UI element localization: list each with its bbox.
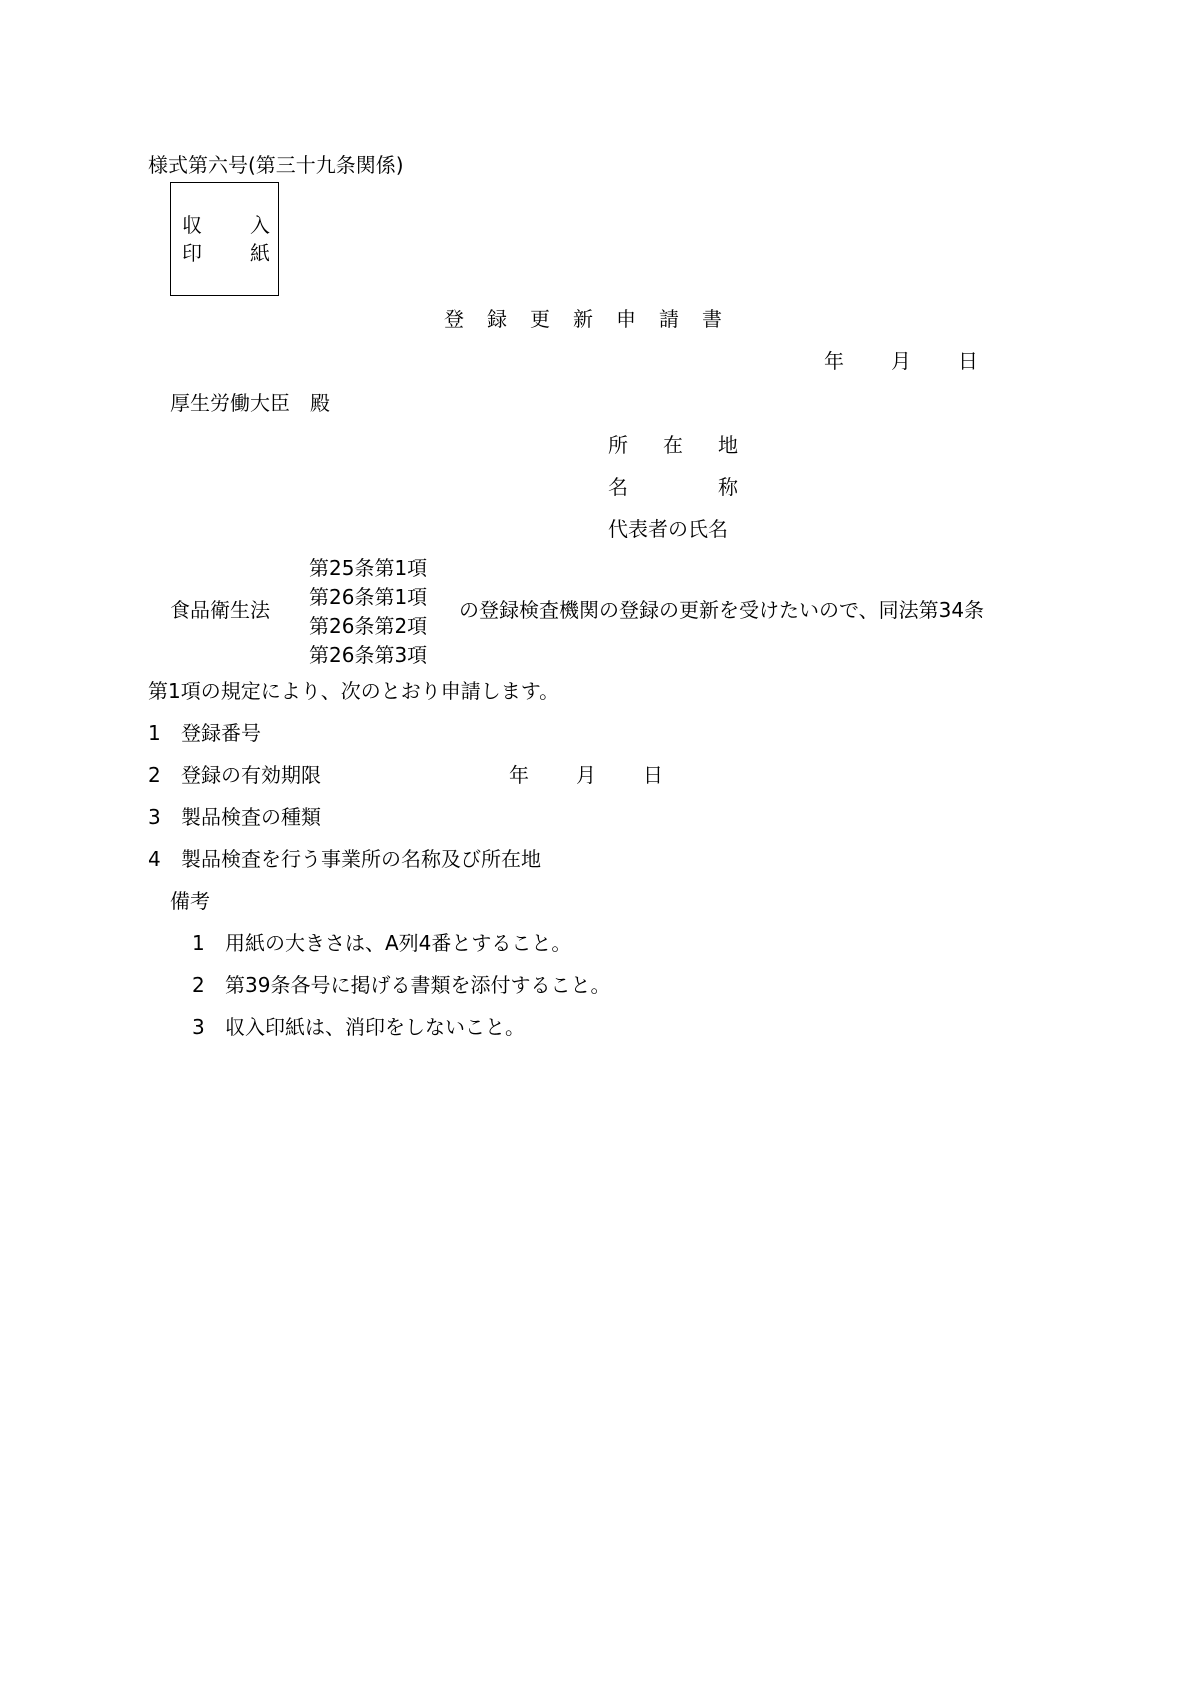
title-char: 録 — [487, 307, 507, 331]
address-char: 在 — [663, 433, 683, 457]
note-attachments: 第39条各号に掲げる書類を添付すること。 — [225, 973, 611, 997]
article-item: 第26条第1項 — [309, 585, 428, 609]
title-char: 登 — [444, 307, 464, 331]
applicant-address-label — [608, 435, 738, 455]
law-name: 食品衛生法 — [170, 598, 270, 622]
addressee: 厚生労働大臣 殿 — [170, 391, 330, 415]
expiry-year: 年 — [509, 763, 529, 787]
date-month: 月 — [891, 349, 911, 373]
address-char: 地 — [718, 433, 738, 457]
article-item: 第26条第3項 — [309, 643, 428, 667]
remarks-heading: 備考 — [170, 889, 210, 913]
title-char: 新 — [573, 307, 593, 331]
item-number: 4 — [148, 847, 161, 871]
revenue-stamp-box — [170, 182, 279, 296]
title-char: 更 — [530, 307, 550, 331]
item-expiry-date: 登録の有効期限 — [181, 763, 321, 787]
stamp-char: 入 — [250, 213, 270, 237]
stamp-char: 紙 — [250, 241, 270, 265]
form-label: 様式第六号(第三十九条関係) — [148, 153, 404, 177]
date-year: 年 — [824, 349, 844, 373]
item-number: 3 — [148, 805, 161, 829]
article-list — [309, 554, 427, 670]
note-number: 2 — [192, 973, 205, 997]
body-line-2: 第1項の規定により、次のとおり申請します。 — [148, 679, 560, 703]
date-day: 日 — [958, 349, 978, 373]
note-paper-size: 用紙の大きさは、A列4番とすること。 — [225, 931, 572, 955]
note-number: 3 — [192, 1015, 205, 1039]
title-char: 書 — [702, 307, 722, 331]
stamp-char: 収 — [182, 213, 202, 237]
title-char: 申 — [616, 307, 636, 331]
item-registration-number: 登録番号 — [181, 721, 261, 745]
article-item: 第26条第2項 — [309, 614, 428, 638]
stamp-char: 印 — [182, 241, 202, 265]
body-line-1: の登録検査機関の登録の更新を受けたいので、同法第34条 — [459, 598, 985, 622]
article-item: 第25条第1項 — [309, 556, 428, 580]
name-char: 名 — [608, 475, 628, 499]
note-number: 1 — [192, 931, 205, 955]
item-office-name-address: 製品検査を行う事業所の名称及び所在地 — [181, 847, 541, 871]
title-char: 請 — [659, 307, 679, 331]
item-number: 2 — [148, 763, 161, 787]
applicant-name-label — [608, 477, 738, 497]
expiry-month: 月 — [576, 763, 596, 787]
item-inspection-type: 製品検査の種類 — [181, 805, 321, 829]
representative-label: 代表者の氏名 — [608, 517, 728, 541]
name-char: 称 — [718, 475, 738, 499]
note-revenue-stamp: 収入印紙は、消印をしないこと。 — [225, 1015, 525, 1039]
document-title — [444, 309, 722, 329]
address-char: 所 — [608, 433, 628, 457]
expiry-day: 日 — [643, 763, 663, 787]
item-number: 1 — [148, 721, 161, 745]
